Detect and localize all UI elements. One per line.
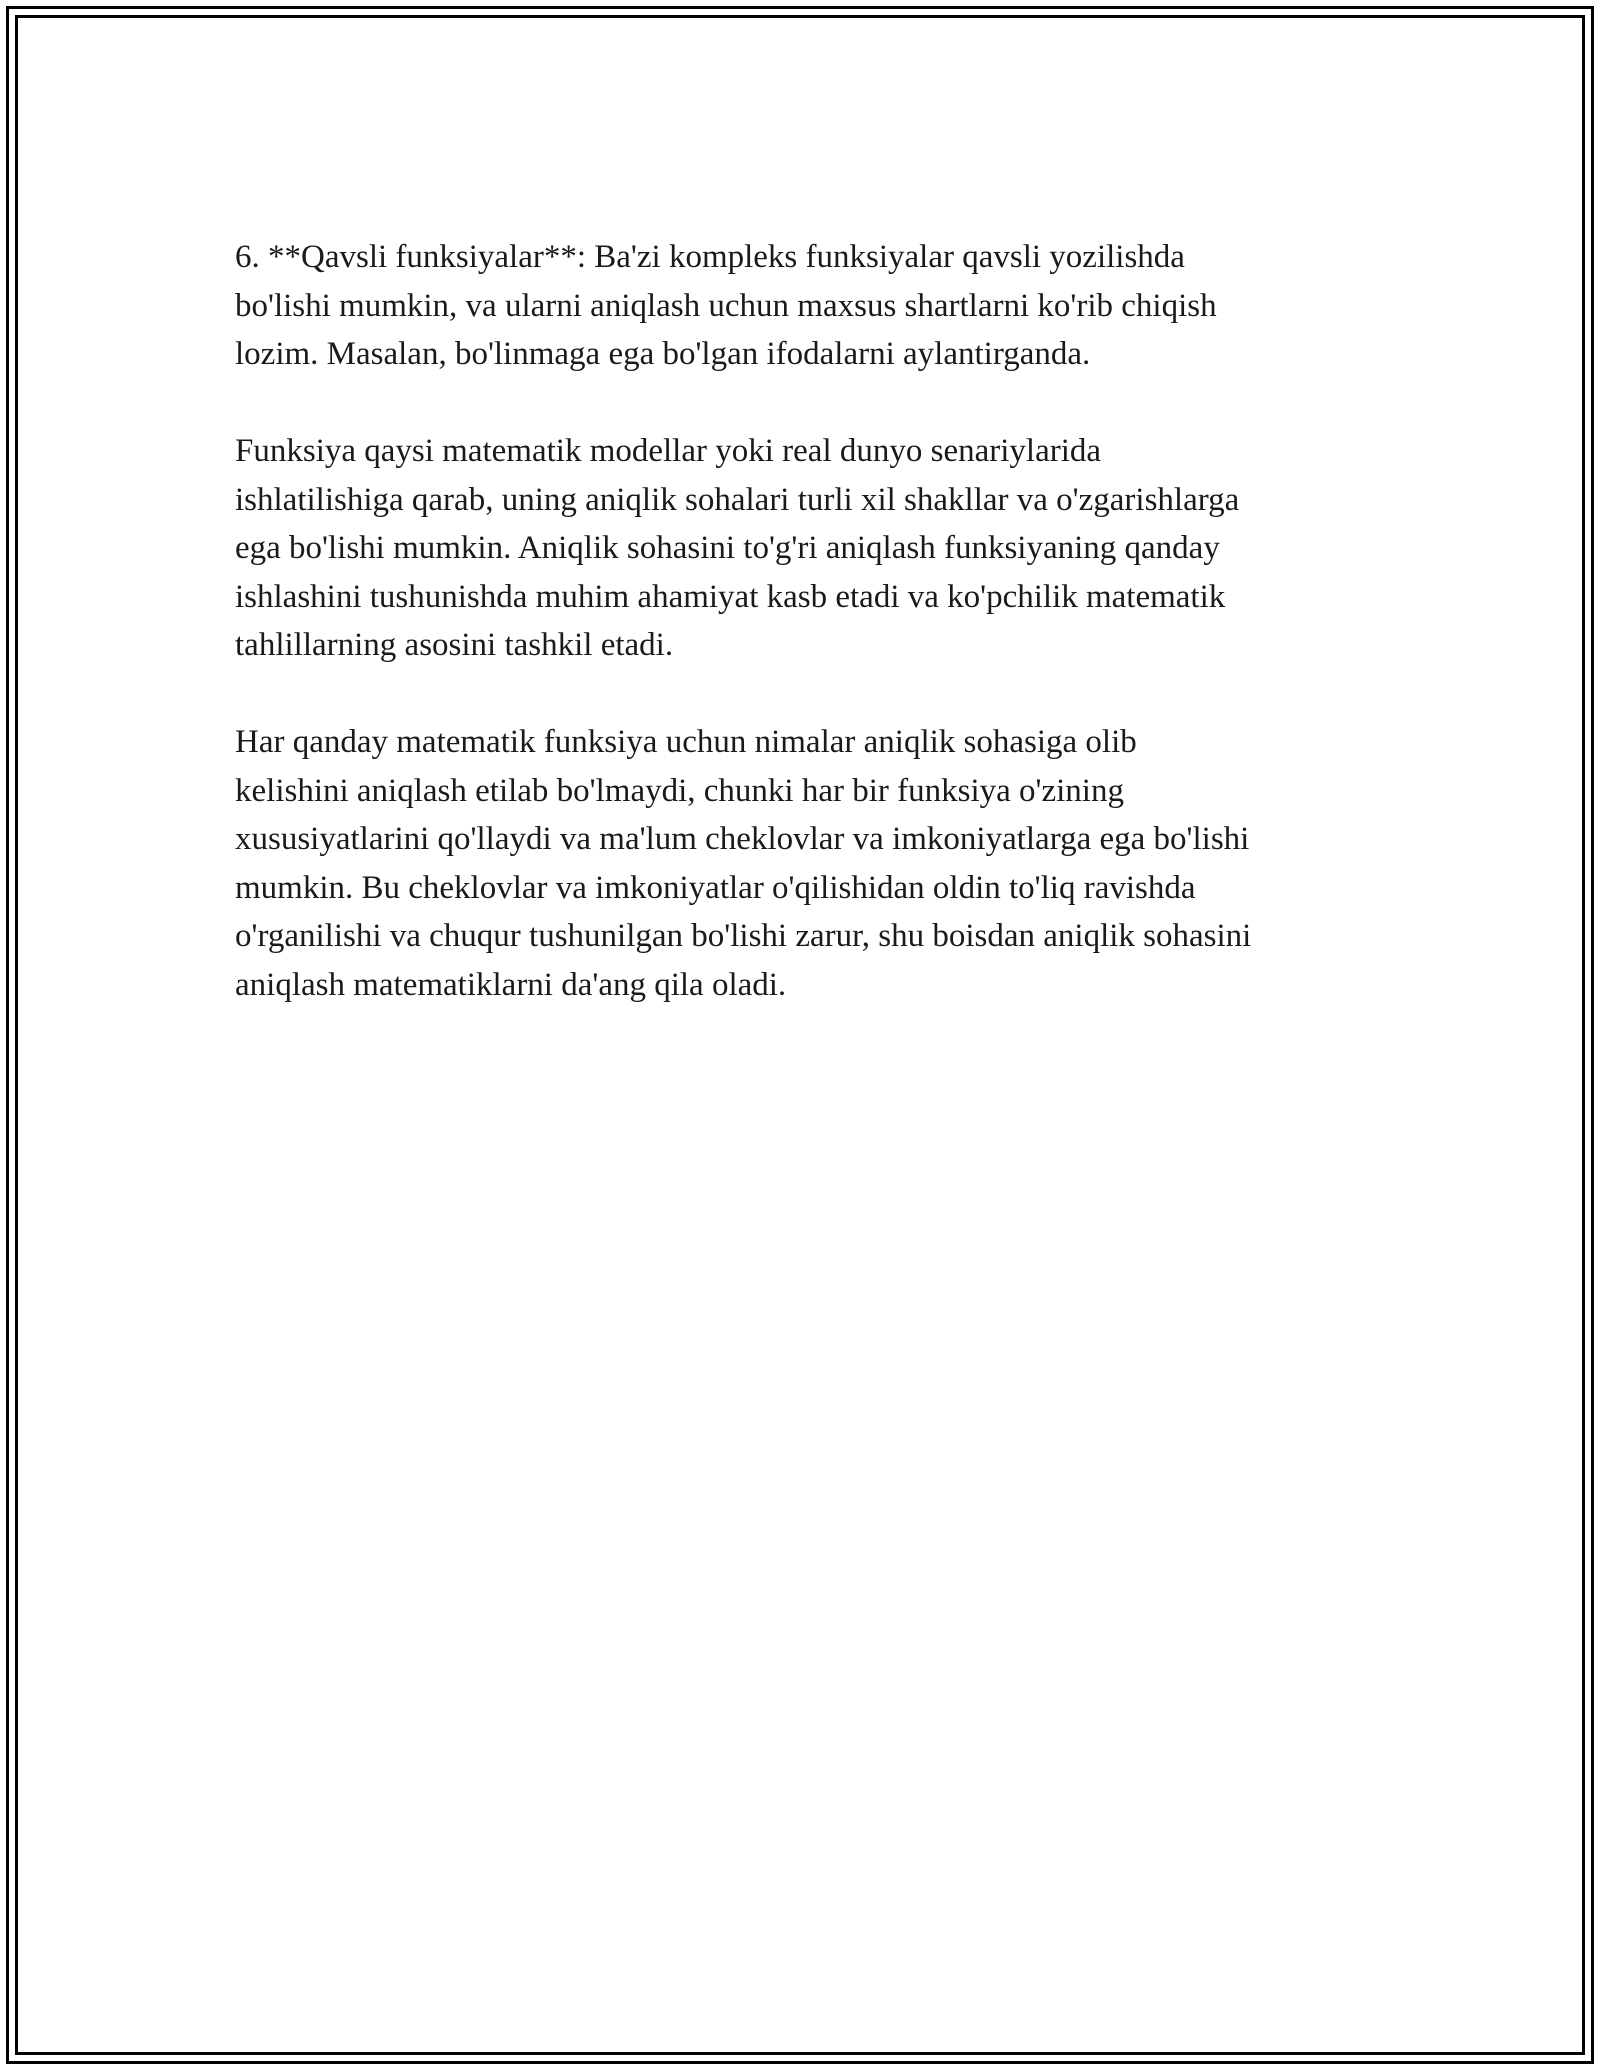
document-body xyxy=(235,233,1385,1058)
paragraph-qavsli-funksiyalar: 6. **Qavsli funksiyalar**: Ba'zi kompleks funksiyalar qavsli yozilishda bo'lishi mumkin, va ularni aniqlash uchun maxsus shartlarni ko'rib chiqish lozim. Masalan, bo'linmaga ega bo'lgan ifodalarni aylantirganda. xyxy=(235,239,1217,372)
paragraph-matematik-funksiya: Har qanday matematik funksiya uchun nimalar aniqlik sohasiga olib kelishini aniqlash etilab bo'lmaydi, chunki har bir funksiya o'zining xususiyatlarini qo'llaydi va ma'lum cheklovlar va imkoniyatlarga ega bo'lishi mumkin. Bu cheklovlar va imkoniyatlar o'qilishidan oldin to'liq ravishda o'rganilishi va chuqur tushunilgan bo'lishi zarur, shu boisdan aniqlik sohasini aniqlash matematiklarni da'ang qila oladi. xyxy=(235,724,1252,1003)
paragraph-aniqlik-sohalari: Funksiya qaysi matematik modellar yoki real dunyo senariylarida ishlatilishiga qarab, uning aniqlik sohalari turli xil shakllar va o'zgarishlarga ega bo'lishi mumkin. Aniqlik sohasini to'g'ri aniqlash funksiyaning qanday ishlashini tushunishda muhim ahamiyat kasb etadi va ko'pchilik matematik tahlillarning asosini tashkil etadi. xyxy=(235,433,1240,663)
